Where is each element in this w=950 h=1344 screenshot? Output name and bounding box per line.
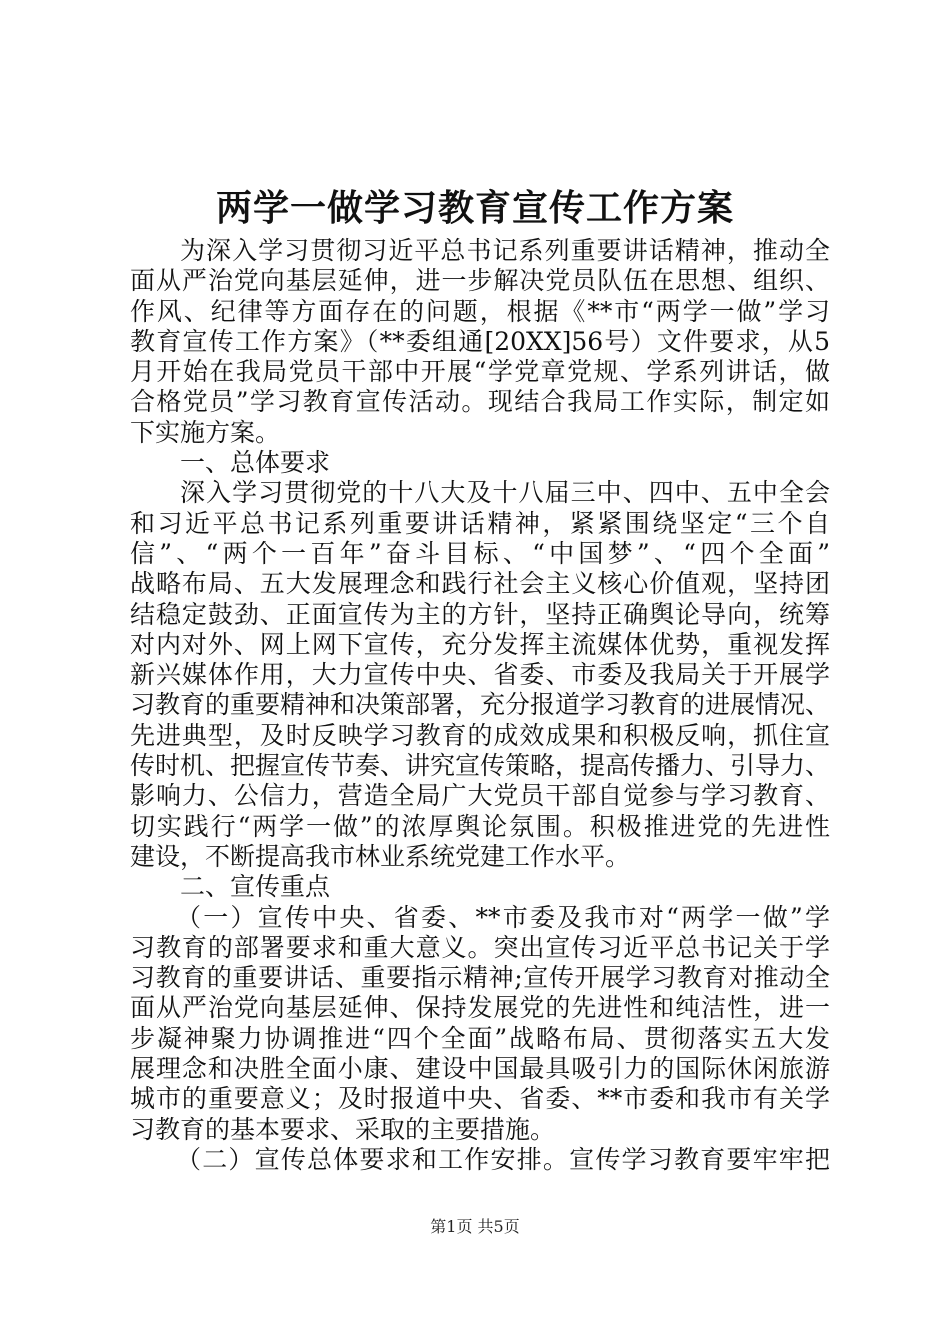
paragraph-line: 合格党员”学习教育宣传活动。现结合我局工作实际，制定如 <box>130 387 830 417</box>
paragraph-line: 传时机、把握宣传节奏、讲究宣传策略，提高传播力、引导力、 <box>130 751 831 781</box>
paragraph-line: 先进典型，及时反映学习教育的成效成果和积极反响，抓住宣 <box>130 720 830 750</box>
paragraph-line: 新兴媒体作用，大力宣传中央、省委、市委及我局关于开展学 <box>130 660 830 690</box>
section-heading: 二、宣传重点 <box>180 872 331 902</box>
document-body <box>130 236 830 1175</box>
paragraph-line: 结稳定鼓劲、正面宣传为主的方针，坚持正确舆论导向，统筹 <box>130 599 830 629</box>
paragraph-line: 对内对外、网上网下宣传，充分发挥主流媒体优势，重视发挥 <box>130 629 830 659</box>
paragraph-line: 面从严治党向基层延伸，进一步解决党员队伍在思想、组织、 <box>130 266 830 296</box>
paragraph-line: 面从严治党向基层延伸、保持发展党的先进性和纯洁性，进一 <box>130 993 830 1023</box>
paragraph-line: 习教育的重要讲话、重要指示精神;宣传开展学习教育对推动全 <box>130 963 830 993</box>
paragraph-line: 切实践行“两学一做”的浓厚舆论氛围。积极推进党的先进性 <box>130 811 830 841</box>
paragraph-line: 习教育的部署要求和重大意义。突出宣传习近平总书记关于学 <box>130 932 830 962</box>
paragraph-line: 信”、“两个一百年”奋斗目标、“中国梦”、“四个全面” <box>130 538 830 568</box>
paragraph-line: 下实施方案。 <box>130 417 281 447</box>
paragraph-line: 习教育的基本要求、采取的主要措施。 <box>130 1114 556 1144</box>
paragraph-line: 影响力、公信力，营造全局广大党员干部自觉参与学习教育、 <box>130 781 830 811</box>
paragraph-line: 展理念和决胜全面小康、建设中国最具吸引力的国际休闲旅游 <box>130 1054 830 1084</box>
paragraph-line: 建设，不断提高我市林业系统党建工作水平。 <box>130 841 631 871</box>
paragraph-line: 战略布局、五大发展理念和践行社会主义核心价值观，坚持团 <box>130 569 830 599</box>
paragraph-line: （二）宣传总体要求和工作安排。宣传学习教育要牢牢把 <box>176 1144 830 1174</box>
paragraph-line: 月开始在我局党员干部中开展“学党章党规、学系列讲话，做 <box>130 357 830 387</box>
page-footer: 第1页 共5页 <box>430 1217 520 1236</box>
paragraph-line: 步凝神聚力协调推进“四个全面”战略布局、贯彻落实五大发 <box>130 1023 830 1053</box>
paragraph-line: （一）宣传中央、省委、**市委及我市对“两学一做”学 <box>176 902 830 932</box>
document-title: 两学一做学习教育宣传工作方案 <box>215 187 734 229</box>
paragraph-line: 教育宣传工作方案》（**委组通[20XX]56号）文件要求，从5 <box>130 326 830 356</box>
paragraph-line: 作风、纪律等方面存在的问题，根据《**市“两学一做”学习 <box>130 296 830 326</box>
paragraph-line: 和习近平总书记系列重要讲话精神，紧紧围绕坚定“三个自 <box>130 508 830 538</box>
paragraph-line: 深入学习贯彻党的十八大及十八届三中、四中、五中全会 <box>180 478 830 508</box>
section-heading: 一、总体要求 <box>180 448 331 478</box>
paragraph-line: 为深入学习贯彻习近平总书记系列重要讲话精神，推动全 <box>180 236 830 265</box>
paragraph-line: 习教育的重要精神和决策部署，充分报道学习教育的进展情况、 <box>130 690 831 720</box>
paragraph-line: 城市的重要意义；及时报道中央、省委、**市委和我市有关学 <box>130 1084 830 1114</box>
